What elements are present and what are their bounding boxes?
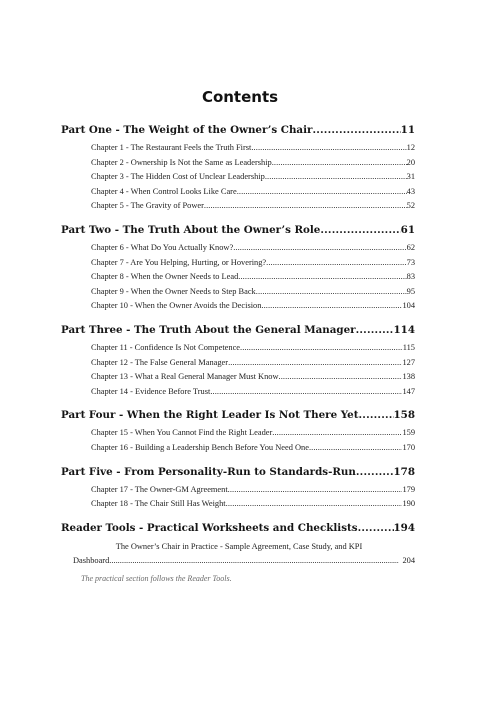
chapter-entry-title: Chapter 2 - Ownership Is Not the Same as Leadership (91, 157, 272, 167)
part-heading[interactable] (61, 406, 415, 424)
chapter-entry[interactable] (91, 299, 415, 314)
dot-leader (240, 341, 403, 356)
part-heading-title: Part Five - From Personality-Run to Standards-Run (61, 465, 356, 478)
part-heading-page-number: 178 (393, 465, 415, 478)
dot-leader (109, 554, 399, 568)
chapter-entry[interactable] (91, 170, 415, 185)
chapter-entry[interactable] (91, 156, 415, 171)
chapter-list (61, 239, 415, 317)
dot-leader (279, 370, 403, 385)
chapter-entry-title: Chapter 15 - When You Cannot Find the Right Leader (91, 428, 273, 438)
chapter-entry[interactable] (91, 441, 415, 456)
chapter-entry-page-number: 127 (402, 357, 415, 367)
dot-leader (210, 385, 402, 400)
table-of-contents (61, 121, 415, 583)
dot-leader (256, 285, 407, 300)
chapter-entry-page-number: 20 (406, 157, 415, 167)
reader-tools-entry-page-number: 204 (402, 555, 415, 565)
part-heading[interactable] (61, 221, 415, 239)
dot-leader (228, 483, 403, 498)
chapter-entry-page-number: 95 (406, 286, 415, 296)
dot-leader (251, 141, 406, 156)
closing-note: The practical section follows the Reader Tools. (81, 573, 232, 583)
chapter-entry-title: Chapter 7 - Are You Helping, Hurting, or Hovering? (91, 257, 267, 267)
chapter-entry[interactable] (91, 241, 415, 256)
chapter-entry[interactable] (91, 341, 415, 356)
dot-leader (237, 185, 407, 200)
dot-leader (226, 497, 403, 512)
chapter-entry-title: Chapter 10 - When the Owner Avoids the Decision (91, 301, 262, 311)
dot-leader (266, 256, 406, 271)
reader-tools-entry[interactable] (61, 537, 415, 568)
chapter-entry-page-number: 179 (402, 484, 415, 494)
dot-leader (272, 426, 402, 441)
reader-tools-heading-page-number: 194 (393, 521, 415, 534)
chapter-entry-page-number: 159 (402, 428, 415, 438)
dot-leader (356, 321, 394, 339)
reader-tools-entry-line2 (73, 554, 415, 568)
chapter-entry[interactable] (91, 356, 415, 371)
chapter-entry-page-number: 115 (402, 342, 415, 352)
chapter-entry-title: Chapter 3 - The Hidden Cost of Unclear Leadership (91, 172, 265, 182)
part-heading-page-number: 11 (400, 124, 415, 136)
chapter-entry-title: Chapter 5 - The Gravity of Power (91, 201, 204, 211)
chapter-entry-page-number: 31 (406, 172, 415, 182)
chapter-entry-page-number: 83 (406, 272, 415, 282)
chapter-entry[interactable] (91, 483, 415, 498)
part-heading-title: Part Three - The Truth About the General Manager (61, 323, 356, 336)
chapter-entry-title: Chapter 14 - Evidence Before Trust (91, 386, 211, 396)
reader-tools-heading-title: Reader Tools - Practical Worksheets and Checklists (61, 521, 358, 534)
chapter-entry-title: Chapter 16 - Building a Leadership Bench Before You Need One (91, 442, 309, 452)
dot-leader (320, 221, 400, 239)
chapter-entry-page-number: 52 (406, 201, 415, 211)
dot-leader (358, 519, 394, 537)
dot-leader (228, 356, 402, 371)
dot-leader (204, 199, 407, 214)
chapter-entry-page-number: 62 (406, 242, 415, 252)
chapter-entry-title: Chapter 11 - Confidence Is Not Competence (91, 342, 240, 352)
part-heading-title: Part Two - The Truth About the Owner’s Role (61, 223, 321, 236)
chapter-entry-page-number: 190 (402, 499, 415, 509)
chapter-entry-page-number: 138 (402, 372, 415, 382)
chapter-list (61, 339, 415, 402)
chapter-entry[interactable] (91, 285, 415, 300)
dot-leader (265, 170, 407, 185)
chapter-entry[interactable] (91, 370, 415, 385)
chapter-entry-page-number: 104 (402, 301, 415, 311)
chapter-entry-page-number: 43 (406, 186, 415, 196)
chapter-entry-title: Chapter 6 - What Do You Actually Know? (91, 242, 234, 252)
chapter-list (61, 424, 415, 458)
reader-tools-entry-title: The Owner’s Chair in Practice - Sample Agreement, Case Study, and KPI (115, 541, 363, 551)
dot-leader (272, 156, 407, 171)
dot-leader (312, 121, 400, 139)
chapter-entry-title: Chapter 8 - When the Owner Needs to Lead (91, 272, 239, 282)
chapter-entry[interactable] (91, 497, 415, 512)
chapter-entry[interactable] (91, 256, 415, 271)
chapter-entry[interactable] (91, 185, 415, 200)
chapter-entry-title: Chapter 9 - When the Owner Needs to Step Back (91, 286, 256, 296)
part-heading-page-number: 61 (400, 223, 415, 236)
dot-leader (356, 463, 394, 481)
chapter-entry-page-number: 170 (402, 442, 415, 452)
chapter-entry-title: Chapter 18 - The Chair Still Has Weight (91, 499, 226, 509)
part-heading[interactable] (61, 321, 415, 339)
part-heading-page-number: 114 (393, 323, 415, 336)
chapter-entry[interactable] (91, 141, 415, 156)
part-heading[interactable] (61, 463, 415, 481)
chapter-entry[interactable] (91, 199, 415, 214)
chapter-entry[interactable] (91, 270, 415, 285)
chapter-entry-title: Chapter 12 - The False General Manager (91, 357, 229, 367)
chapter-entry-page-number: 147 (402, 386, 415, 396)
chapter-entry-title: Chapter 17 - The Owner-GM Agreement (91, 484, 228, 494)
part-heading[interactable] (61, 121, 415, 139)
chapter-entry-title: Chapter 13 - What a Real General Manager Must Know (91, 372, 279, 382)
dot-leader (359, 406, 394, 424)
chapter-entry-title: Chapter 4 - When Control Looks Like Care (91, 186, 237, 196)
chapter-entry-title: Chapter 1 - The Restaurant Feels the Truth First (91, 143, 252, 152)
dot-leader (261, 299, 402, 314)
part-heading-title: Part Four - When the Right Leader Is Not There Yet (61, 409, 359, 422)
reader-tools-entry-title-cont: Dashboard (73, 555, 110, 565)
chapter-entry[interactable] (91, 385, 415, 400)
dot-leader (233, 241, 406, 256)
reader-tools-heading[interactable] (61, 519, 415, 537)
chapter-entry-page-number: 73 (406, 257, 415, 267)
dot-leader (309, 441, 403, 456)
dot-leader (238, 270, 406, 285)
page-title: Contents (201, 88, 279, 106)
chapter-entry[interactable] (91, 426, 415, 441)
part-heading-title: Part One - The Weight of the Owner’s Chair (61, 124, 313, 136)
part-heading-page-number: 158 (393, 409, 415, 422)
chapter-entry-page-number: 12 (406, 143, 415, 152)
chapter-list (61, 139, 415, 217)
chapter-list (61, 481, 415, 515)
